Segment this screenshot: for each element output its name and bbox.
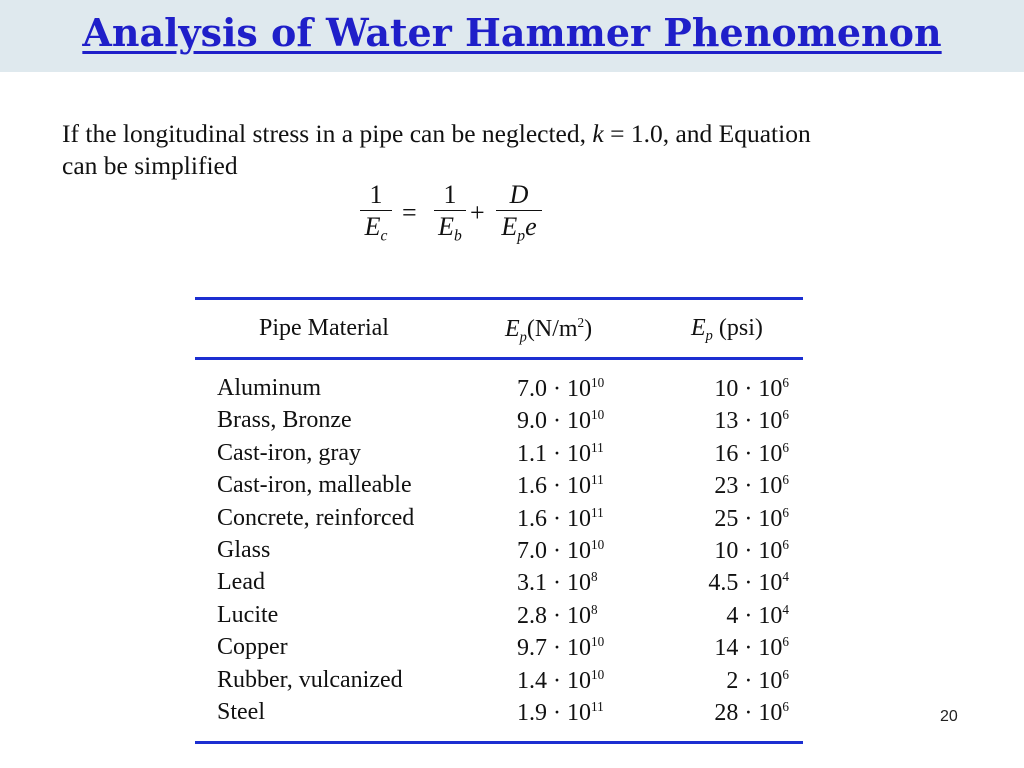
material-cell: Lucite <box>217 601 279 628</box>
ep-psi-cell: $16 \cdot 10^6$ <box>714 439 789 468</box>
table-row <box>195 602 803 634</box>
ep-psi-cell: $4 \cdot 10^4$ <box>726 601 789 630</box>
table-row <box>195 440 803 472</box>
table-row <box>195 537 803 569</box>
table-header-rule <box>195 357 803 360</box>
table-row <box>195 667 803 699</box>
material-cell: Cast-iron, malleable <box>217 472 412 499</box>
pipe-material-table <box>195 297 803 747</box>
material-cell: Steel <box>217 699 265 725</box>
material-cell: Rubber, vulcanized <box>217 666 403 693</box>
term2-numerator: D <box>509 180 529 209</box>
table-row <box>195 505 803 537</box>
material-cell: Lead <box>217 569 265 596</box>
material-cell: Brass, Bronze <box>217 407 352 434</box>
material-cell: Aluminum <box>217 375 322 401</box>
k-symbol: k <box>592 119 604 148</box>
term1-denominator: $E_b$ <box>438 212 462 245</box>
equation-term1-fraction <box>434 180 466 245</box>
table-row <box>195 407 803 439</box>
slide-title: Analysis of Water Hammer Phenomenon <box>82 10 942 55</box>
ep-psi-cell: $13 \cdot 10^6$ <box>714 407 789 435</box>
plus-sign: + <box>470 198 485 227</box>
table-top-rule <box>195 297 803 300</box>
table-row <box>195 472 803 504</box>
ep-nm2-cell: $1.9 \cdot 10^{11}$ <box>517 699 604 727</box>
ep-nm2-cell: $2.8 \cdot 10^8$ <box>517 601 598 630</box>
ep-psi-cell: $10 \cdot 10^6$ <box>714 537 789 565</box>
material-cell: Glass <box>217 537 271 563</box>
material-cell: Copper <box>217 634 288 661</box>
term1-numerator: 1 <box>443 180 457 209</box>
intro-part3: can be simplified <box>62 151 238 180</box>
ep-psi-cell: $28 \cdot 10^6$ <box>714 699 789 727</box>
ep-nm2-cell: $1.4 \cdot 10^{10}$ <box>517 666 605 694</box>
ep-psi-cell: $2 \cdot 10^6$ <box>726 666 789 694</box>
ep-nm2-cell: $7.0 \cdot 10^{10}$ <box>517 537 605 565</box>
ep-psi-cell: $10 \cdot 10^6$ <box>714 375 789 403</box>
material-cell: Cast-iron, gray <box>217 439 361 466</box>
ep-nm2-cell: $9.0 \cdot 10^{10}$ <box>517 407 605 435</box>
header-ep-nm2: $E_p(N/m^2)$ <box>505 315 593 346</box>
table-row <box>195 569 803 601</box>
term2-denominator: $E_pe$ <box>501 212 537 245</box>
table-row <box>195 634 803 666</box>
ep-nm2-cell: $1.1 \cdot 10^{11}$ <box>517 439 604 468</box>
lhs-numerator: 1 <box>369 180 383 209</box>
header-ep-psi: $E_p$ (psi) <box>691 315 763 345</box>
ep-nm2-cell: $1.6 \cdot 10^{11}$ <box>517 472 604 500</box>
table-row <box>195 699 803 731</box>
material-cell: Concrete, reinforced <box>217 504 415 531</box>
equation-lhs-fraction <box>360 180 392 245</box>
intro-text <box>62 118 992 182</box>
ep-psi-cell: $14 \cdot 10^6$ <box>714 634 789 662</box>
table-row <box>195 375 803 407</box>
ep-nm2-cell: $7.0 \cdot 10^{10}$ <box>517 375 605 403</box>
intro-part2: = 1.0, and Equation <box>603 119 811 148</box>
table-bottom-rule <box>195 741 803 744</box>
ep-nm2-cell: $3.1 \cdot 10^8$ <box>517 569 598 597</box>
ep-psi-cell: $25 \cdot 10^6$ <box>714 504 789 532</box>
equals-sign: = <box>402 198 417 227</box>
intro-part1: If the longitudinal stress in a pipe can be neglected, <box>62 119 593 148</box>
lhs-denominator: $E_c$ <box>364 212 388 245</box>
equation-term2-fraction <box>496 180 542 245</box>
ep-nm2-cell: $1.6 \cdot 10^{11}$ <box>517 504 604 532</box>
page-number: 20 <box>940 708 958 725</box>
ep-psi-cell: $23 \cdot 10^6$ <box>714 472 789 500</box>
ep-nm2-cell: $9.7 \cdot 10^{10}$ <box>517 634 605 662</box>
ep-psi-cell: $4.5 \cdot 10^4$ <box>708 569 789 597</box>
header-pipe-material: Pipe Material <box>259 315 389 341</box>
